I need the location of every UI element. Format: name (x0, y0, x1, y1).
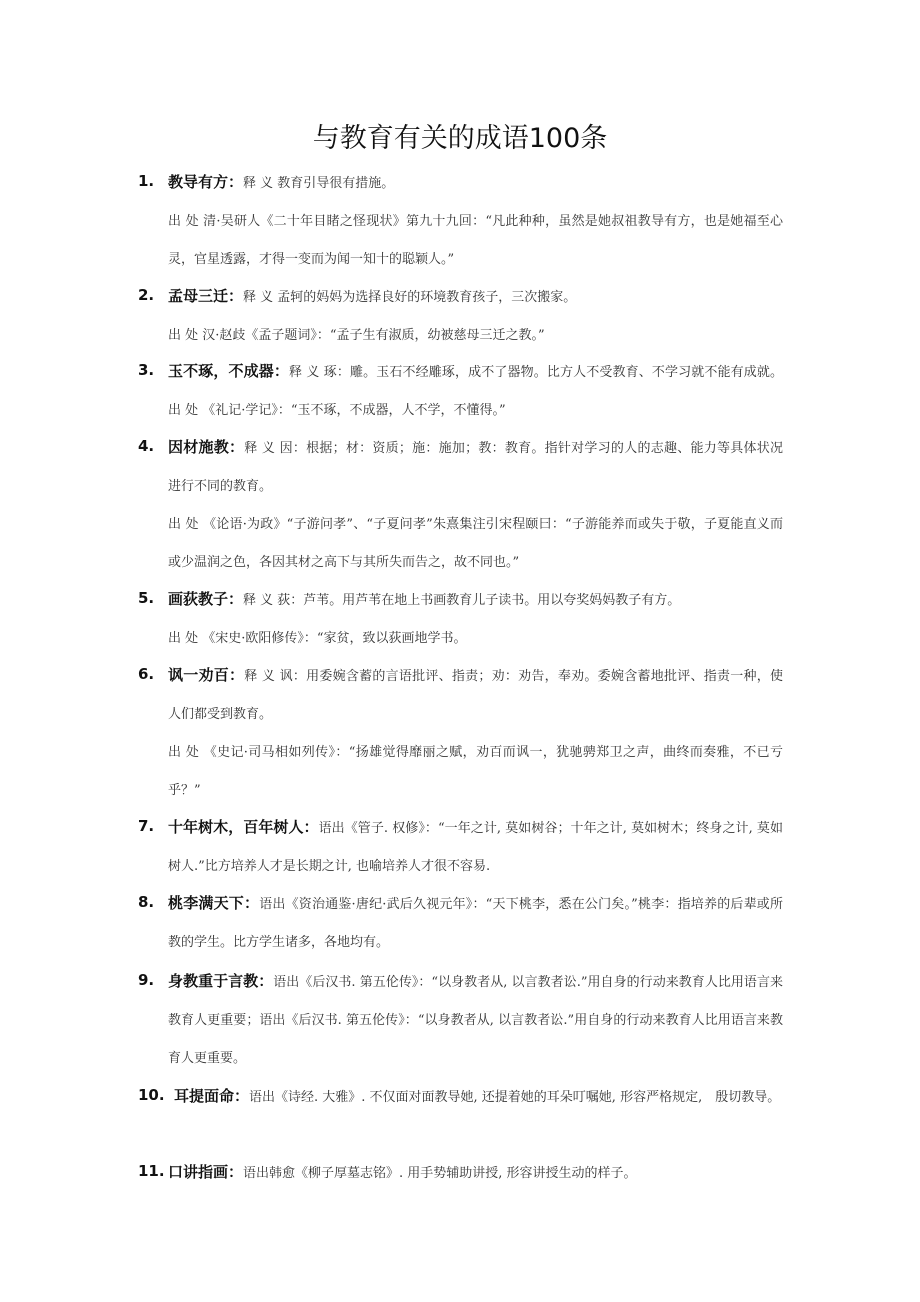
idiom-entry-4 (138, 428, 783, 582)
page-title: 与教育有关的成语100条 (312, 123, 608, 154)
idiom-meaning: 释 义 讽：用委婉含蓄的言语批评、指责；劝：劝告，奉劝。委婉含蓄地批评、指责一种，使人们都受到教育。 (168, 669, 783, 722)
idiom-heading: 桃李满天下： (168, 894, 260, 912)
entry-number: 11. (138, 1162, 165, 1180)
idiom-heading: 玉不琢，不成器： (168, 362, 289, 380)
entry-number: 9. (138, 971, 155, 989)
entry-number: 10. (138, 1086, 165, 1104)
idiom-entry-5 (138, 580, 783, 658)
idiom-entry-9 (138, 962, 783, 1078)
idiom-source: 出 处 汉·赵歧《孟子题词》：“孟子生有淑质，幼被慈母三迁之教。” (168, 328, 545, 343)
idiom-heading: 因材施教： (168, 438, 245, 456)
entry-number: 6. (138, 665, 155, 683)
idiom-meaning: 释 义 荻：芦苇。用芦苇在地上书画教育儿子读书。用以夸奖妈妈教子有方。 (243, 593, 681, 608)
idiom-heading: 口讲指画： (168, 1163, 244, 1181)
idiom-entry-10 (138, 1077, 783, 1117)
idiom-heading: 孟母三迁： (168, 287, 244, 305)
idiom-meaning: 语出韩愈《柳子厚墓志铭》. 用手势辅助讲授, 形容讲授生动的样子。 (243, 1166, 637, 1181)
idiom-entry-1 (138, 163, 783, 279)
idiom-source: 出 处 《史记·司马相如列传》：“扬雄觉得靡丽之赋，劝百而讽一，犹驰骋郑卫之声，曲终而奏雅，不已亏乎？” (168, 745, 783, 798)
idiom-entry-3 (138, 352, 783, 430)
entry-number: 1. (138, 172, 155, 190)
entry-number: 4. (138, 437, 155, 455)
idiom-meaning: 释 义 孟轲的妈妈为选择良好的环境教育孩子，三次搬家。 (243, 290, 577, 305)
idiom-source: 出 处 《论语·为政》“子游问孝”、“子夏问孝”朱熹集注引宋程颐曰：“子游能养而或失于敬，子夏能直义而或少温润之色，各因其材之高下与其所失而告之，故不同也。” (168, 517, 783, 570)
idiom-source: 出 处 清·吴研人《二十年目睹之怪现状》第九十九回：“凡此种种，虽然是她叔祖教导有方，也是她福至心灵，官星透露，才得一变而为闻一知十的聪颖人。” (168, 214, 783, 267)
idiom-entry-11 (138, 1153, 783, 1193)
idiom-entry-6 (138, 656, 783, 810)
entry-number: 2. (138, 286, 155, 304)
idiom-heading: 耳提面命： (174, 1087, 250, 1105)
entry-number: 5. (138, 589, 155, 607)
idiom-meaning: 释 义 因：根据；材：资质；施：施加；教：教育。指针对学习的人的志趣、能力等具体状况进行不同的教育。 (168, 441, 783, 494)
idiom-source: 出 处 《宋史·欧阳修传》：“家贫，致以荻画地学书。 (168, 631, 467, 646)
idiom-heading: 画荻教子： (168, 590, 244, 608)
idiom-meaning: 语出《管子. 权修》：“一年之计, 莫如树谷；十年之计, 莫如树木；终身之计, 莫如树人.”比方培养人才是长期之计, 也喻培养人才很不容易. (168, 821, 783, 874)
entry-number: 7. (138, 817, 155, 835)
idiom-entry-2 (138, 277, 783, 355)
idiom-heading: 身教重于言教： (168, 972, 274, 990)
idiom-heading: 教导有方： (168, 173, 244, 191)
entry-number: 8. (138, 893, 155, 911)
idiom-heading: 十年树木，百年树人： (168, 818, 319, 836)
idiom-meaning: 释 义 琢：雕。玉石不经雕琢，成不了器物。比方人不受教育、不学习就不能有成就。出 处 《礼记·学记》：“玉不琢，不成器，人不学，不懂得。” (168, 365, 783, 418)
idiom-meaning: 语出《后汉书. 第五伦传》：“以身教者从, 以言教者讼.”用自身的行动来教育人比用语言来教育人更重要；语出《后汉书. 第五伦传》：“以身教者从, 以言教者讼.”用自身的行动来教育人比用语言来教育人更重要。 (168, 975, 783, 1066)
idiom-meaning: 语出《诗经. 大雅》. 不仅面对面教导她, 还提着她的耳朵叮嘱她, 形容严格规定, 殷切教导。 (249, 1090, 781, 1105)
idiom-meaning: 语出《资治通鉴·唐纪·武后久视元年》：“天下桃李，悉在公门矣。”桃李：指培养的后辈或所教的学生。比方学生诸多，各地均有。 (168, 897, 783, 950)
idiom-heading: 讽一劝百： (168, 666, 245, 684)
entry-number: 3. (138, 361, 155, 379)
idiom-entry-7 (138, 808, 783, 886)
idiom-meaning: 释 义 教育引导很有措施。 (243, 176, 395, 191)
idiom-entry-8 (138, 884, 783, 962)
